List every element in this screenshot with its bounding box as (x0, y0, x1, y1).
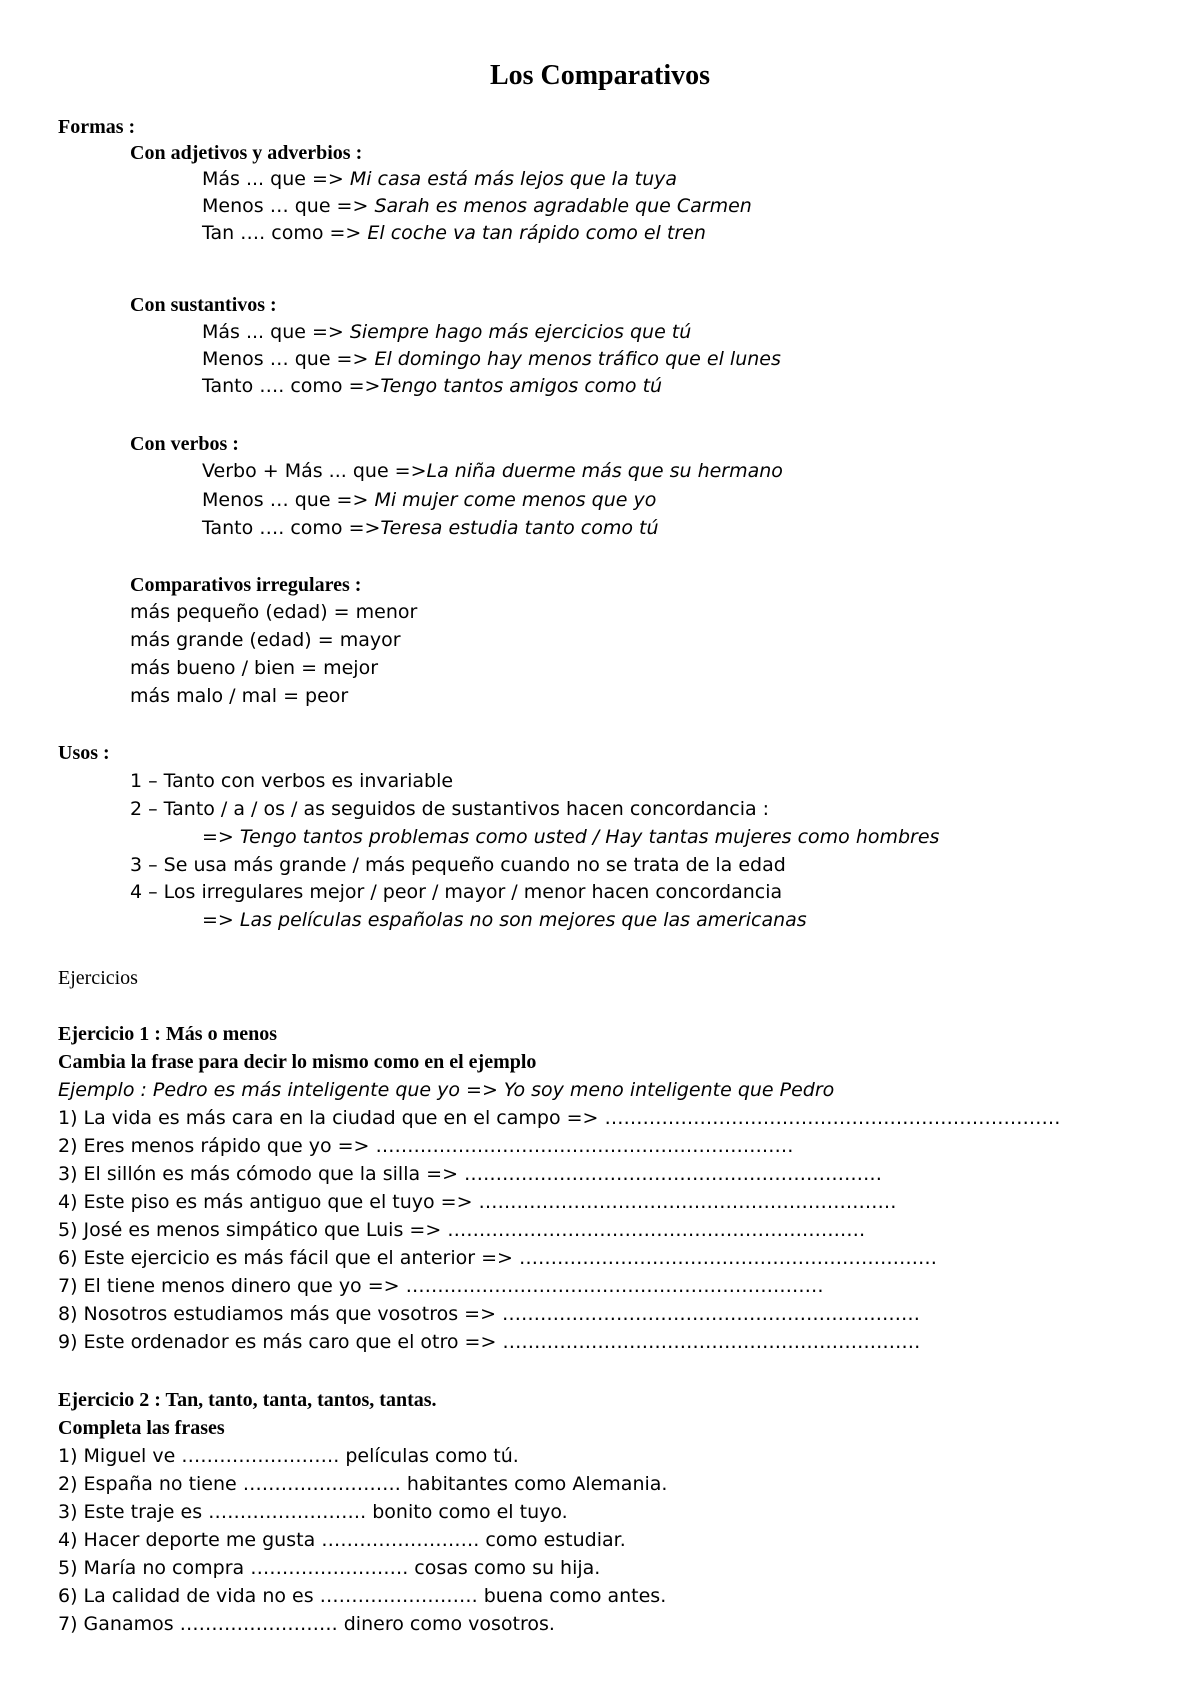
verbos-heading: Con verbos : (130, 433, 239, 455)
example-text: El domingo hay menos tráfico que el lunes (374, 348, 781, 370)
irregular-row: más grande (edad) = mayor (130, 629, 401, 651)
uso-example (202, 825, 939, 849)
example-text: Las películas españolas no son mejores que las americanas (239, 909, 807, 931)
ej2-item: 6) La calidad de vida no es ……………………. buena como antes. (58, 1585, 667, 1607)
verbos-row (202, 516, 659, 540)
ej2-item: 5) María no compra ……………………. cosas como su hija. (58, 1557, 601, 1579)
uso-item: 2 – Tanto / a / os / as seguidos de sustantivos hacen concordancia : (130, 798, 770, 820)
ej1-example: Ejemplo : Pedro es más inteligente que yo => Yo soy meno inteligente que Pedro (58, 1079, 835, 1101)
ej2-item: 3) Este traje es ……………………. bonito como el tuyo. (58, 1501, 568, 1523)
ej2-item: 7) Ganamos ……………………. dinero como vosotros. (58, 1613, 555, 1635)
ejercicios-heading: Ejercicios (58, 967, 138, 989)
form-text: Menos … que => (202, 195, 375, 217)
form-text: Verbo + Más ... que => (202, 460, 427, 482)
ej2-item: 1) Miguel ve ……………………. películas como tú. (58, 1445, 519, 1467)
adjetivos-row (202, 194, 752, 218)
irregular-row: más bueno / bien = mejor (130, 657, 379, 679)
form-text: Más ... que => (202, 321, 350, 343)
example-text: Siempre hago más ejercicios que tú (349, 321, 692, 343)
ej2-item: 2) España no tiene ……………………. habitantes como Alemania. (58, 1473, 668, 1495)
ej2-item: 4) Hacer deporte me gusta ……………………. como estudiar. (58, 1529, 626, 1551)
example-text: Tengo tantos amigos como tú (380, 375, 663, 397)
formas-heading: Formas : (58, 116, 136, 138)
ej2-title: Ejercicio 2 : Tan, tanto, tanta, tantos, tantas. (58, 1389, 437, 1411)
example-text: Tengo tantos problemas como usted / Hay tantas mujeres como hombres (239, 826, 940, 848)
uso-item: 4 – Los irregulares mejor / peor / mayor / menor hacen concordancia (130, 881, 783, 903)
irregular-row: más pequeño (edad) = menor (130, 601, 418, 623)
sustantivos-row (202, 374, 662, 398)
form-text: Tanto …. como => (202, 375, 381, 397)
uso-item: 3 – Se usa más grande / más pequeño cuando no se trata de la edad (130, 854, 786, 876)
ej1-item: 8) Nosotros estudiamos más que vosotros => ………………………………………………………… (58, 1303, 921, 1325)
ej1-item: 1) La vida es más cara en la ciudad que en el campo => ……………………………………………………………… (58, 1107, 1061, 1129)
sustantivos-row (202, 320, 691, 344)
form-text: Menos … que => (202, 348, 375, 370)
sustantivos-heading: Con sustantivos : (130, 294, 277, 316)
form-text: Menos … que => (202, 489, 375, 511)
ej1-item: 7) El tiene menos dinero que yo => ………………………………………………………… (58, 1275, 824, 1297)
example-text: Mi casa está más lejos que la tuya (349, 168, 678, 190)
verbos-row (202, 488, 656, 512)
arrow-text: => (202, 826, 240, 848)
ej1-item: 5) José es menos simpático que Luis => ………………………………………………………… (58, 1219, 866, 1241)
irregulares-heading: Comparativos irregulares : (130, 574, 362, 596)
arrow-text: => (202, 909, 240, 931)
usos-heading: Usos : (58, 742, 110, 764)
page-title: Los Comparativos (489, 60, 711, 91)
ej1-item: 4) Este piso es más antiguo que el tuyo => ………………………………………………………… (58, 1191, 897, 1213)
sustantivos-row (202, 347, 781, 371)
ej1-instruction: Cambia la frase para decir lo mismo como en el ejemplo (58, 1051, 537, 1073)
ej1-item: 2) Eres menos rápido que yo => ………………………………………………………… (58, 1135, 794, 1157)
form-text: Tanto …. como => (202, 517, 381, 539)
uso-example (202, 908, 807, 932)
adjetivos-row (202, 167, 677, 191)
ej1-item: 6) Este ejercicio es más fácil que el anterior => ………………………………………………………… (58, 1247, 937, 1269)
example-text: Mi mujer come menos que yo (374, 489, 657, 511)
uso-item: 1 – Tanto con verbos es invariable (130, 770, 454, 792)
example-text: El coche va tan rápido como el tren (367, 222, 706, 244)
ej2-instruction: Completa las frases (58, 1417, 225, 1439)
adjetivos-row (202, 221, 706, 245)
ej1-title: Ejercicio 1 : Más o menos (58, 1023, 278, 1045)
adjetivos-heading: Con adjetivos y adverbios : (130, 142, 363, 164)
form-text: Más ... que => (202, 168, 350, 190)
example-text: La niña duerme más que su hermano (426, 460, 783, 482)
example-text: Teresa estudia tanto como tú (380, 517, 659, 539)
form-text: Tan …. como => (202, 222, 368, 244)
verbos-row (202, 459, 783, 483)
irregular-row: más malo / mal = peor (130, 685, 349, 707)
ej1-item: 3) El sillón es más cómodo que la silla => ………………………………………………………… (58, 1163, 883, 1185)
ej1-item: 9) Este ordenador es más caro que el otro => ………………………………………………………… (58, 1331, 921, 1353)
example-text: Sarah es menos agradable que Carmen (374, 195, 752, 217)
